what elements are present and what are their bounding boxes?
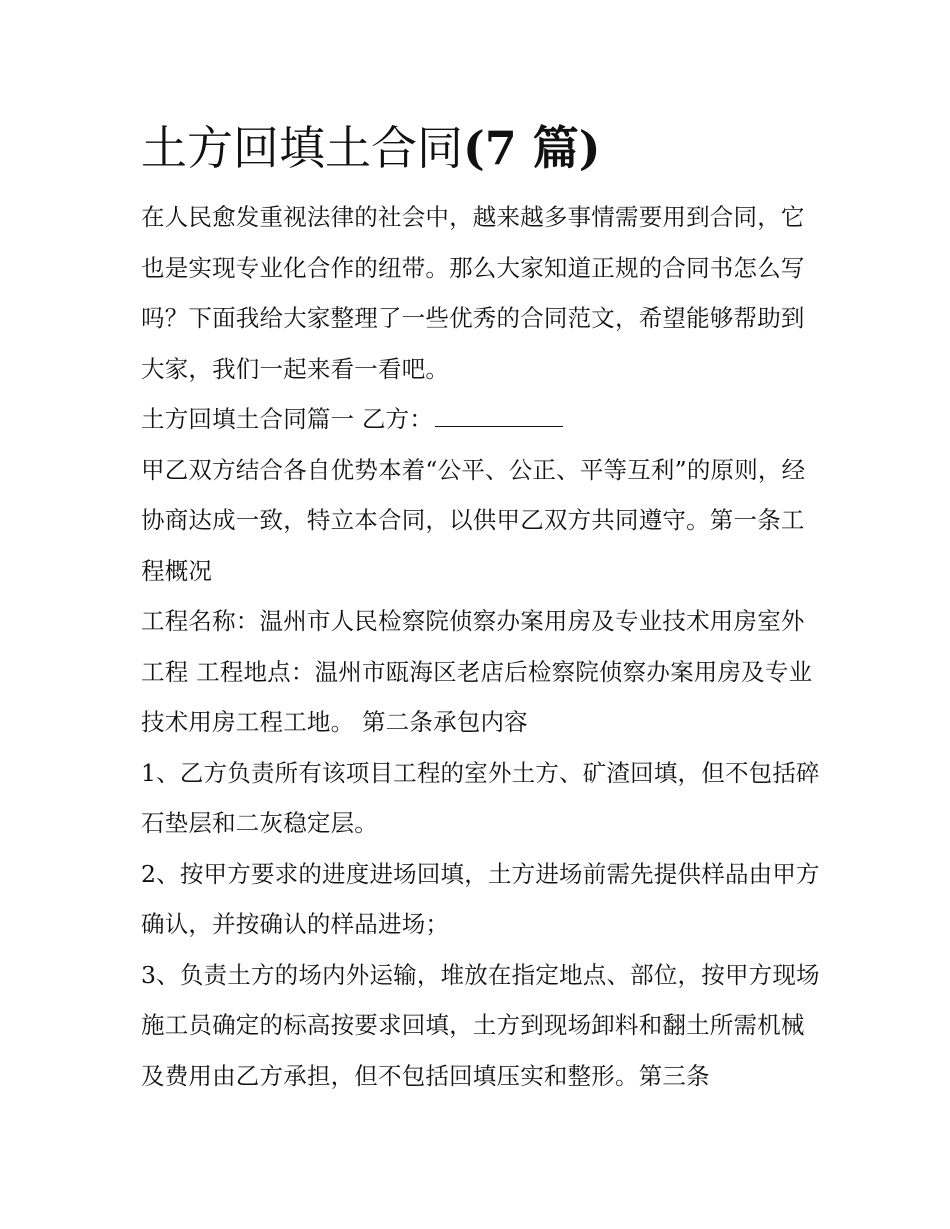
title-suffix: (7 篇) — [463, 121, 601, 175]
section-one-heading — [141, 394, 821, 445]
title-main: 土方回填土合同 — [141, 121, 463, 175]
principle-paragraph: 甲乙双方结合各自优势本着“公平、公正、平等互利”的原则，经协商达成一致，特立本合同，以供甲乙双方共同遵守。第一条工程概况 — [141, 455, 806, 585]
intro-paragraph: 在人民愈发重视法律的社会中，越来越多事情需要用到合同，它也是实现专业化合作的纽带。那么大家知道正规的合同书怎么写吗？下面我给大家整理了一些优秀的合同范文，希望能够帮助到大家，我们一起来看一看吧。 — [141, 203, 805, 383]
document-title — [141, 112, 821, 184]
party-b-blank-line — [435, 404, 563, 427]
clause-item-2: 2、按甲方要求的进度进场回填，土方进场前需先提供样品由甲方确认，并按确认的样品进场； — [141, 859, 820, 938]
document-page — [141, 112, 821, 1101]
project-info-paragraph: 工程名称：温州市人民检察院侦察办案用房及专业技术用房室外工程 工程地点：温州市瓯海区老店后检察院侦察办案用房及专业技术用房工程工地。 第二条承包内容 — [141, 607, 813, 736]
section-one-heading-text: 土方回填土合同篇一 乙方： — [141, 405, 434, 433]
clause-item-1: 1、乙方负责所有该项目工程的室外土方、矿渣回填，但不包括碎石垫层和二灰稳定层。 — [141, 758, 820, 837]
clause-item-3: 3、负责土方的场内外运输，堆放在指定地点、部位，按甲方现场施工员确定的标高按要求回填，土方到现场卸料和翻土所需机械及费用由乙方承担，但不包括回填压实和整形。第三条 — [141, 960, 820, 1090]
